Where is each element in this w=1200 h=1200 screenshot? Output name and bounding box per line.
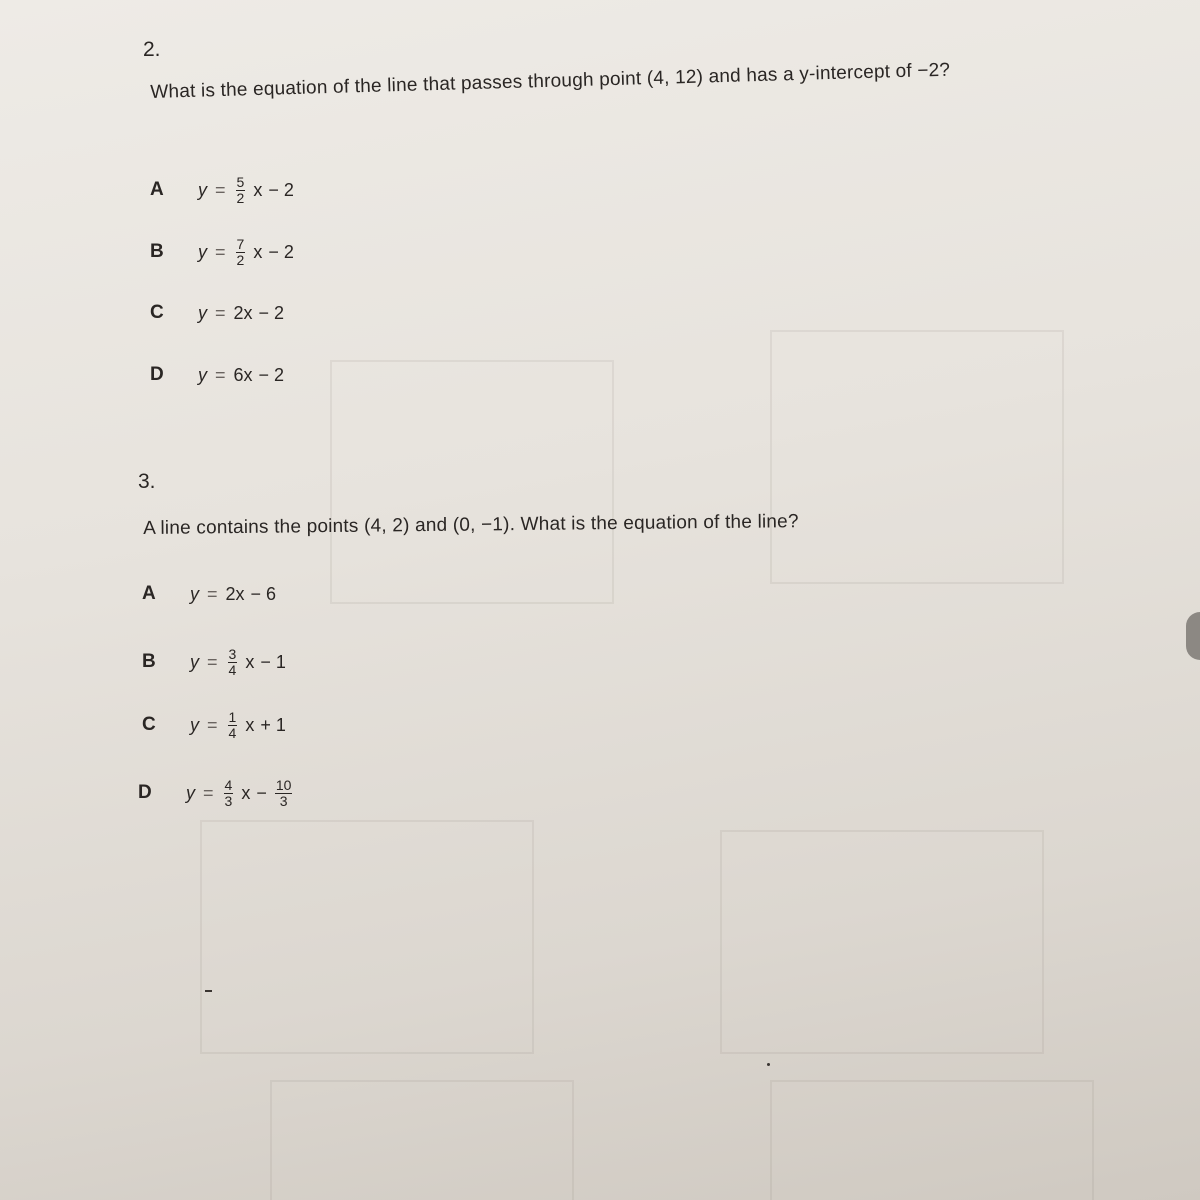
- choice-equation: [190, 647, 286, 678]
- choice-equation: [190, 710, 286, 741]
- equation-constant: − 2: [258, 364, 285, 385]
- equation-y: y: [190, 651, 199, 672]
- choice-equation: [198, 365, 284, 386]
- q3-choice-a[interactable]: [142, 574, 276, 614]
- choice-letter: A: [142, 583, 156, 604]
- slope-fraction: [224, 778, 234, 809]
- choice-letter: B: [150, 241, 164, 262]
- equation-y: y: [198, 302, 207, 323]
- choice-equation: [186, 778, 294, 809]
- question-2-number: 2.: [143, 38, 161, 61]
- equation-x: x: [253, 179, 263, 200]
- question-3-text: A line contains the points (4, 2) and (0, −1). What is the equation of the line?: [143, 511, 799, 539]
- equation-slope-term: 2x: [225, 583, 245, 604]
- choice-letter: A: [150, 179, 164, 200]
- q3-choice-d[interactable]: [138, 773, 294, 813]
- equation-relation: =: [215, 241, 226, 262]
- fraction-denominator: 4: [228, 724, 237, 741]
- slope-fraction: [228, 710, 238, 741]
- q3-choice-b[interactable]: [142, 642, 286, 682]
- equation-operator: −: [256, 782, 267, 803]
- equation-relation: =: [215, 179, 226, 200]
- slope-fraction: [228, 647, 238, 678]
- bleed-through-graph: [770, 330, 1064, 584]
- choice-equation: [198, 175, 294, 206]
- equation-constant: − 1: [260, 651, 286, 672]
- equation-y: y: [198, 241, 207, 262]
- constant-fraction: [275, 778, 293, 809]
- equation-x: x: [241, 782, 251, 803]
- equation-relation: =: [215, 364, 226, 385]
- fraction-numerator: 3: [228, 645, 237, 662]
- choice-letter: D: [150, 364, 164, 385]
- equation-relation: =: [215, 302, 226, 323]
- fraction-numerator: 1: [228, 708, 237, 725]
- equation-y: y: [190, 714, 199, 735]
- binder-edge: [1186, 612, 1200, 660]
- equation-slope-term: 2x: [233, 302, 253, 323]
- fraction-denominator: 3: [224, 792, 233, 809]
- bleed-through-table: [720, 830, 1044, 1054]
- equation-y: y: [186, 782, 195, 803]
- equation-relation: =: [203, 782, 214, 803]
- fraction-denominator: 2: [236, 189, 245, 206]
- equation-y: y: [190, 583, 199, 604]
- slope-fraction: [236, 175, 246, 206]
- choice-letter: C: [142, 714, 156, 735]
- question-2-text: What is the equation of the line that passes through point (4, 12) and has a y-intercept of −2?: [150, 59, 951, 103]
- fraction-denominator: 2: [236, 251, 245, 268]
- equation-relation: =: [207, 651, 218, 672]
- equation-constant: − 2: [268, 241, 294, 262]
- equation-slope-term: 6x: [233, 364, 253, 385]
- choice-equation: [190, 584, 276, 605]
- fraction-numerator: 5: [236, 173, 245, 190]
- fraction-numerator: 7: [236, 235, 245, 252]
- fraction-numerator: 4: [224, 776, 233, 793]
- choice-equation: [198, 237, 294, 268]
- choice-letter: B: [142, 651, 156, 672]
- bleed-through-table: [200, 820, 534, 1054]
- equation-constant: − 2: [258, 302, 285, 323]
- equation-constant: − 6: [250, 583, 277, 604]
- equation-y: y: [198, 179, 207, 200]
- q2-choice-c[interactable]: [150, 293, 284, 333]
- equation-constant: + 1: [260, 714, 286, 735]
- bleed-through-table: [770, 1080, 1094, 1200]
- choice-equation: [198, 303, 284, 324]
- fraction-denominator: 3: [279, 792, 288, 809]
- bleed-through-graph: [330, 360, 614, 604]
- bleed-through-table: [270, 1080, 574, 1200]
- slope-fraction: [236, 237, 246, 268]
- pencil-dot: [767, 1063, 770, 1066]
- fraction-numerator: 10: [275, 776, 292, 793]
- q2-choice-d[interactable]: [150, 355, 284, 395]
- q2-choice-b[interactable]: [150, 232, 294, 272]
- equation-constant: − 2: [268, 179, 294, 200]
- equation-relation: =: [207, 583, 218, 604]
- equation-y: y: [198, 364, 207, 385]
- question-3-number: 3.: [138, 470, 156, 493]
- choice-letter: C: [150, 302, 164, 323]
- q2-choice-a[interactable]: [150, 170, 294, 210]
- equation-x: x: [253, 241, 263, 262]
- choice-letter: D: [138, 782, 152, 803]
- equation-x: x: [245, 651, 255, 672]
- q3-choice-c[interactable]: [142, 705, 286, 745]
- pencil-mark: [205, 990, 212, 992]
- fraction-denominator: 4: [228, 661, 237, 678]
- equation-relation: =: [207, 714, 218, 735]
- equation-x: x: [245, 714, 255, 735]
